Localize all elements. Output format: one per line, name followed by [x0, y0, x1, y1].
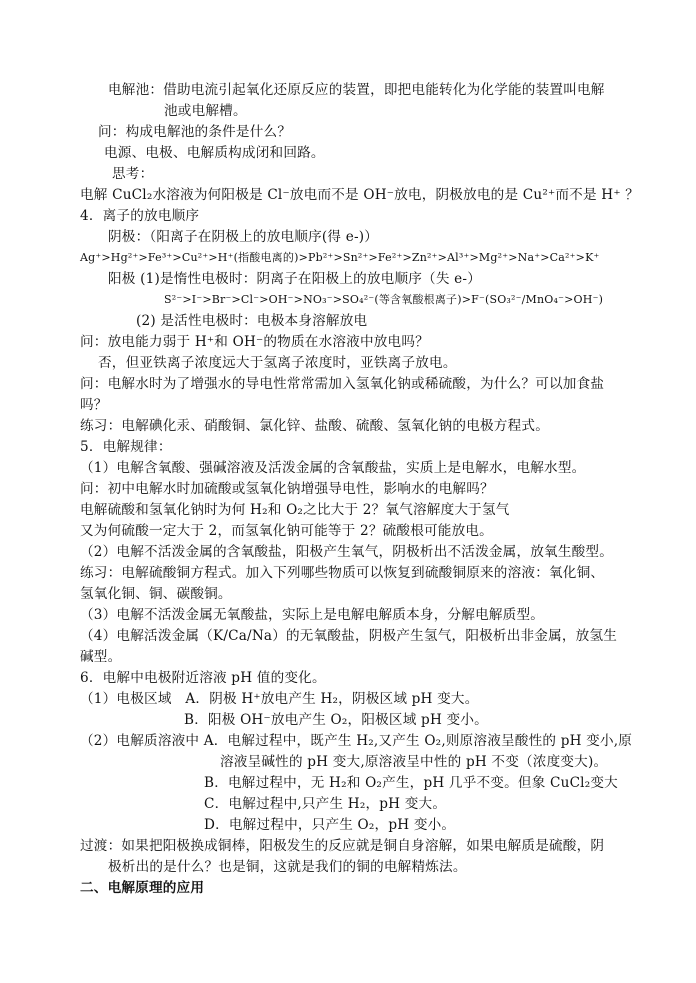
text-line: 思考： — [112, 166, 154, 182]
text-line: 问：电解水时为了增强水的导电性常常需加入氢氧化钠或稀硫酸，为什么？可以加食盐 — [80, 376, 605, 392]
anion-order-line: S²⁻>I⁻>Br⁻>Cl⁻>OH⁻>NO₃⁻>SO₄²⁻(等含氧酸根离子)>F⁻(SO₃²⁻/MnO₄⁻>OH⁻) — [164, 293, 604, 306]
text-line: 问：构成电解池的条件是什么？ — [98, 124, 292, 140]
text-line: 吗？ — [80, 397, 108, 413]
text-line: （1）电解含氧酸、强碱溶液及活泼金属的含氧酸盐，实质上是电解水，电解水型。 — [80, 460, 586, 476]
text-line: 练习：电解硫酸铜方程式。加入下列哪些物质可以恢复到硫酸铜原来的溶液：氧化铜、 — [80, 565, 605, 581]
text-line: 氢氧化铜、铜、碳酸铜。 — [80, 586, 232, 602]
text-line: B．阳极 OH⁻放电产生 O₂，阳极区域 pH 变小。 — [184, 712, 488, 728]
text-line: 池或电解槽。 — [164, 103, 247, 119]
section-heading: 6．电解中电极附近溶液 pH 值的变化。 — [80, 670, 326, 686]
text-line: 问：放电能力弱于 H⁺和 OH⁻的物质在水溶液中放电吗？ — [80, 334, 429, 350]
text-line: （2）电解质溶液中 A．电解过程中，既产生 H₂,又产生 O₂,则原溶液呈酸性的 pH 变小,原 — [80, 733, 633, 749]
text-line: 过渡：如果把阳极换成铜棒，阳极发生的反应就是铜自身溶解，如果电解质是硫酸，阴 — [80, 838, 605, 854]
section-heading: 4．离子的放电顺序 — [80, 208, 200, 224]
cation-order-line: Ag⁺>Hg²⁺>Fe³⁺>Cu²⁺>H⁺(指酸电离的)>Pb²⁺>Sn²⁺>Fe²⁺>Zn²⁺>Al³⁺>Mg²⁺>Na⁺>Ca²⁺>K⁺ — [80, 251, 600, 264]
text-line: （1）电极区域 A．阴极 H⁺放电产生 H₂，阴极区域 pH 变大。 — [80, 691, 479, 707]
text-line: 电解池：借助电流引起氧化还原反应的装置，即把电能转化为化学能的装置叫电解 — [108, 82, 605, 98]
text-line: 极析出的是什么？也是铜，这就是我们的铜的电解精炼法。 — [108, 859, 467, 875]
text-line: 练习：电解碘化汞、硝酸铜、氯化锌、盐酸、硫酸、氢氧化钠的电极方程式。 — [80, 418, 549, 434]
text-line: （3）电解不活泼金属无氧酸盐，实际上是电解电解质本身，分解电解质型。 — [80, 607, 545, 623]
section-heading: 5．电解规律： — [80, 439, 172, 455]
text-line: 碱型。 — [80, 649, 122, 665]
text-line: 溶液呈碱性的 pH 变大,原溶液呈中性的 pH 不变（浓度变大)。 — [220, 754, 608, 770]
text-line: （4）电解活泼金属（K/Ca/Na）的无氧酸盐，阴极产生氢气，阳极析出非金属，放氢生 — [80, 628, 618, 644]
text-line: 电源、电极、电解质构成闭和回路。 — [104, 145, 325, 161]
text-line: 阳极 (1)是惰性电极时：阴离子在阳极上的放电顺序（失 e-） — [108, 271, 481, 287]
text-line: (2) 是活性电极时：电极本身溶解放电 — [136, 313, 368, 329]
text-line: B．电解过程中，无 H₂和 O₂产生，pH 几乎不变。但象 CuCl₂变大 — [204, 775, 618, 791]
text-line: 问：初中电解水时加硫酸或氢氧化钠增强导电性，影响水的电解吗？ — [80, 481, 494, 497]
section-heading-bold: 二、电解原理的应用 — [80, 880, 205, 896]
text-line: D．电解过程中，只产生 O₂，pH 变小。 — [204, 817, 456, 833]
text-line: （2）电解不活泼金属的含氧酸盐，阳极产生氧气，阴极析出不活泼金属，放氧生酸型。 — [80, 544, 614, 560]
text-line: 阴极：（阳离子在阴极上的放电顺序(得 e-)） — [108, 229, 379, 245]
text-line: 电解 CuCl₂水溶液为何阳极是 Cl⁻放电而不是 OH⁻放电，阴极放电的是 Cu²⁺而不是 H⁺ ？ — [80, 187, 640, 203]
text-line: C．电解过程中,只产生 H₂，pH 变大。 — [204, 796, 447, 812]
text-line: 又为何硫酸一定大于 2，而氢氧化钠可能等于 2？硫酸根可能放电。 — [80, 523, 493, 539]
text-line: 否，但亚铁离子浓度远大于氢离子浓度时，亚铁离子放电。 — [98, 355, 457, 371]
text-line: 电解硫酸和氢氧化钠时为何 H₂和 O₂之比大于 2？氧气溶解度大于氢气 — [80, 502, 510, 518]
